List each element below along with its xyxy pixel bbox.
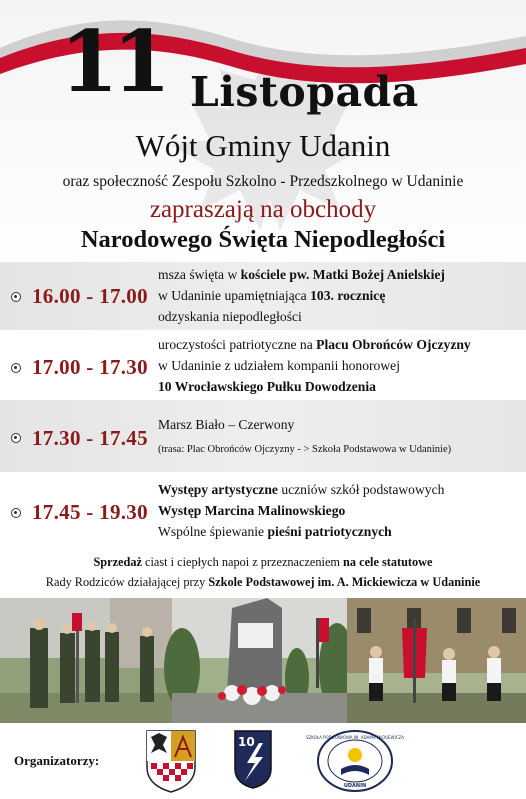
event-schedule (0, 262, 526, 545)
day-number: 11 (60, 12, 165, 111)
schedule-time: 16.00 - 17.00 (32, 284, 148, 308)
bullet-icon (11, 433, 21, 443)
schedule-description: Marsz Biało – Czerwony (trasa: Plac Obrońców Ojczyzny - > Szkoła Podstawowa w Udaninie) (158, 417, 452, 455)
bullet-icon (11, 508, 21, 518)
sales-note: Sprzedaż ciast i ciepłych napoi z przeznaczeniem na cele statutowe Rady Rodziców działającej przy Szkole Podstawowej im. A. Mickiewicza w Udaninie (45, 555, 481, 589)
organizers-footer (0, 723, 526, 799)
schedule-item (0, 400, 526, 472)
school-logo-icon (305, 729, 405, 793)
regiment-emblem-icon (233, 729, 273, 789)
svg-text:UDANIN: UDANIN (343, 783, 367, 789)
gmina-coat-of-arms-icon (145, 729, 197, 793)
students-photo (347, 598, 526, 723)
inviter-title: Wójt Gminy Udanin (135, 128, 391, 163)
holiday-title: Narodowego Święta Niepodległości (80, 226, 446, 253)
soldiers-photo (0, 598, 172, 723)
schedule-item (0, 262, 526, 330)
schedule-time: 17.45 - 19.30 (32, 500, 148, 524)
schedule-description: uroczystości patriotyczne na Placu Obrońców Ojczyzny w Udaninie z udziałem kompanii honorowej 10 Wrocławskiego Pułku Dowodzenia (158, 337, 471, 394)
schedule-time: 17.30 - 17.45 (32, 426, 148, 450)
monument-photo (172, 598, 347, 723)
community-line: oraz społeczność Zespołu Szkolno - Przedszkolnego w Udaninie (62, 173, 464, 190)
svg-text:10: 10 (238, 735, 255, 749)
bullet-icon (11, 292, 21, 302)
svg-text:SZKOŁA PODSTAWOWA IM. ADAMA MI: SZKOŁA PODSTAWOWA IM. ADAMA MICKIEWICZA (305, 735, 405, 740)
month-title: Listopada (190, 68, 419, 116)
organizers-label: Organizatorzy: (14, 753, 100, 768)
bullet-icon (11, 363, 21, 373)
schedule-item (0, 472, 526, 545)
schedule-description: msza święta w kościele pw. Matki Bożej Anielskiej w Udaninie upamiętniająca 103. rocznicę odzyskania niepodległości (158, 267, 445, 324)
schedule-item (0, 330, 526, 400)
photo-strip (0, 598, 526, 723)
poster-header (0, 0, 526, 262)
schedule-time: 17.00 - 17.30 (32, 355, 148, 379)
invite-line: zapraszają na obchody (149, 196, 377, 223)
schedule-description: Występy artystyczne uczniów szkół podstawowych Występ Marcina Malinowskiego Wspólne śpiewanie pieśni patriotycznych (158, 482, 445, 539)
